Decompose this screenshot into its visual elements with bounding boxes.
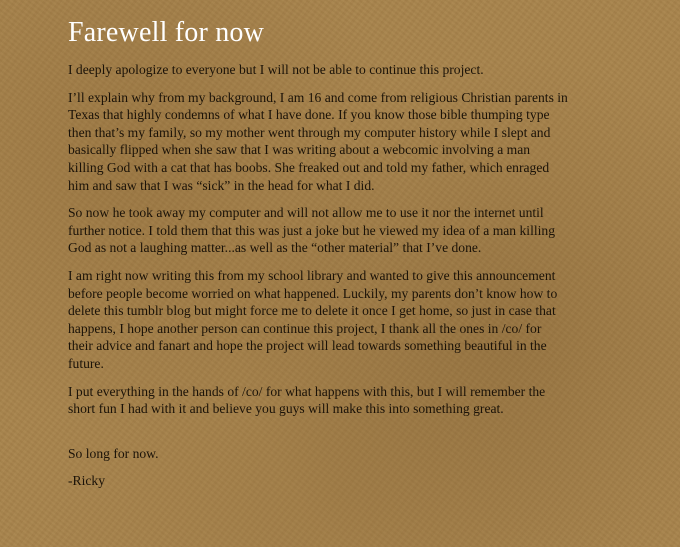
post-body [68, 61, 568, 490]
post-signoff: So long for now. [68, 445, 159, 461]
post-paragraph: I’ll explain why from my background, I am 16 and come from religious Christian parents in Texas that highly condemns of what I have done. If you know those bible thumping type then that’s my family, so my mother went through my computer history while I slept and basically flipped when she saw that I was writing about a webcomic involving a man killing God with a cat that has boobs. She freaked out and told my father, which enraged him and saw that I was “sick” in the head for what I did. [68, 89, 568, 193]
post-paragraph: So now he took away my computer and will not allow me to use it nor the internet until further notice. I told them that this was just a joke but he viewed my idea of a man killing God as not a laughing matter...as well as the “other material” that I’ve done. [68, 205, 555, 256]
post-paragraph: I am right now writing this from my school library and wanted to give this announcement before people become worried on what happened. Luckily, my parents don’t know how to delete this tumblr blog but might force me to delete it once I get home, so just in case that happens, I hope another person can continue this project, I thank all the ones in /co/ for their advice and fanart and hope the project will lead towards something beautiful in the future. [68, 267, 558, 371]
post-signature: -Ricky [68, 473, 105, 489]
post-paragraph: I put everything in the hands of /co/ for what happens with this, but I will remember the short fun I had with it and believe you guys will make this into something great. [68, 383, 546, 417]
blog-post [68, 16, 568, 500]
post-paragraph: I deeply apologize to everyone but I will not be able to continue this project. [68, 62, 484, 77]
post-title: Farewell for now [68, 17, 265, 48]
